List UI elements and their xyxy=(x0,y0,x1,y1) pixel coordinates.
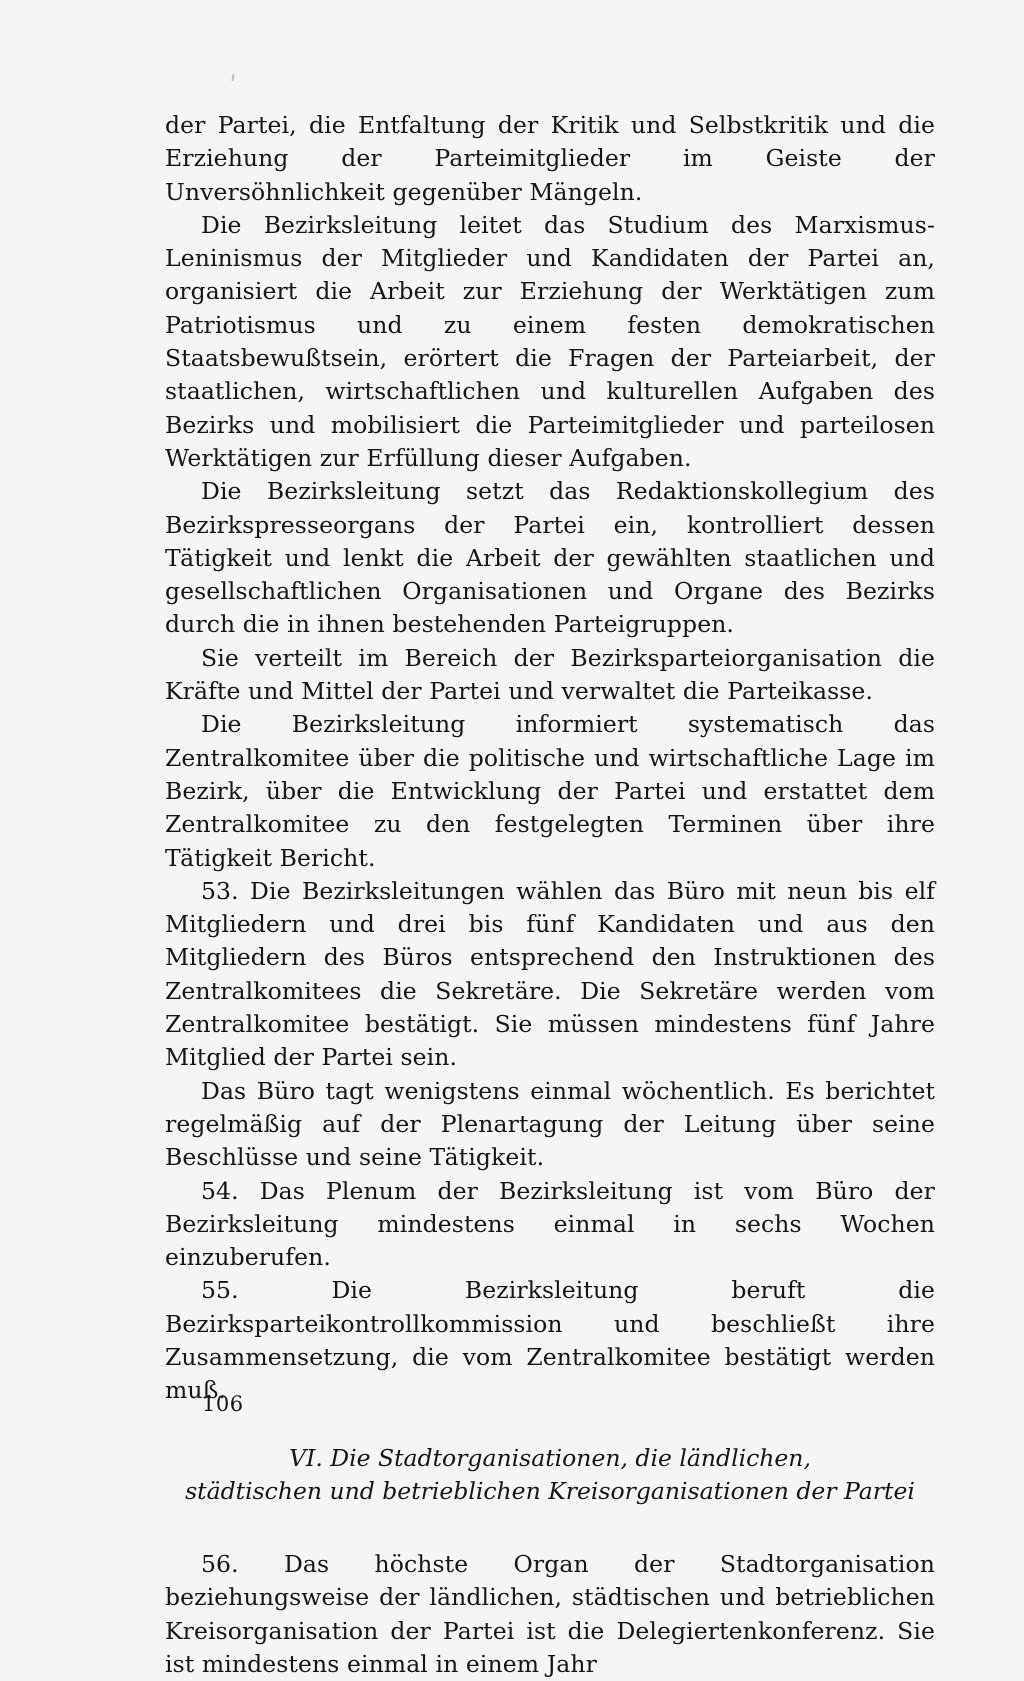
section-heading xyxy=(165,1442,935,1509)
paragraph: 56. Das höchste Organ der Stadtorganisation beziehungsweise der ländlichen, städtischen und betrieblichen Kreisorganisation der Partei ist die Delegiertenkonferenz. Sie ist mindestens einmal in einem Jahr xyxy=(165,1550,935,1679)
text-body-after-heading xyxy=(165,1548,935,1681)
text-body-before-heading xyxy=(165,109,935,1408)
paragraph: Die Bezirksleitung setzt das Redaktionskollegium des Bezirkspresseorgans der Partei ein, kontrolliert dessen Tätigkeit und lenkt die Arbeit der gewählten staatlichen und gesellschaftlichen Organisationen und Organe des Bezirks durch die in ihnen bestehenden Parteigruppen. xyxy=(165,477,935,639)
paragraph: 54. Das Plenum der Bezirksleitung ist vom Büro der Bezirksleitung mindestens einmal in sechs Wochen einzuberufen. xyxy=(165,1176,935,1272)
paragraph: Die Bezirksleitung informiert systematisch das Zentralkomitee über die politische und wirtschaftliche Lage im Bezirk, über die Entwicklung der Partei und erstattet dem Zentralkomitee zu den festgelegten Terminen über ihre Tätigkeit Bericht. xyxy=(165,710,935,872)
page-number: 106 xyxy=(202,1392,244,1416)
paragraph: 53. Die Bezirksleitungen wählen das Büro mit neun bis elf Mitgliedern und drei bis fünf Kandidaten und aus den Mitgliedern des Büros entsprechend den Instruktionen des Zentralkomitees die Sekretäre. Die Sekretäre werden vom Zentralkomitee bestätigt. Sie müssen mindestens fünf Jahre Mitglied der Partei sein. xyxy=(165,876,935,1072)
section-heading-line-1: VI. Die Stadtorganisationen, die ländlichen, xyxy=(289,1443,811,1472)
paragraph: Sie verteilt im Bereich der Bezirksparteiorganisation die Kräfte und Mittel der Partei und verwaltet die Parteikasse. xyxy=(165,643,935,706)
paragraph: der Partei, die Entfaltung der Kritik und Selbstkritik und die Erziehung der Parteimitglieder im Geiste der Unversöhnlichkeit gegenüber Mängeln. xyxy=(165,111,935,206)
paragraph: Die Bezirksleitung leitet das Studium des Marxismus-Leninismus der Mitglieder und Kandidaten der Partei an, organisiert die Arbeit zur Erziehung der Werktätigen zum Patriotismus und zu einem festen demokratischen Staatsbewußtsein, erörtert die Fragen der Parteiarbeit, der staatlichen, wirtschaftlichen und kulturellen Aufgaben des Bezirks und mobilisiert die Parteimitglieder und parteilosen Werktätigen zur Erfüllung dieser Aufgaben. xyxy=(165,210,935,472)
paragraph: 55. Die Bezirksleitung beruft die Bezirksparteikontrollkommission und beschließt ihre Zusammensetzung, die vom Zentralkomitee bestätigt werden muß. xyxy=(165,1276,935,1405)
document-page xyxy=(165,109,935,1681)
scan-speck xyxy=(231,74,234,81)
section-heading-line-2: städtischen und betrieblichen Kreisorganisationen der Partei xyxy=(185,1476,915,1505)
paragraph: Das Büro tagt wenigstens einmal wöchentlich. Es berichtet regelmäßig auf der Plenartagung der Leitung über seine Beschlüsse und seine Tätigkeit. xyxy=(165,1076,935,1172)
